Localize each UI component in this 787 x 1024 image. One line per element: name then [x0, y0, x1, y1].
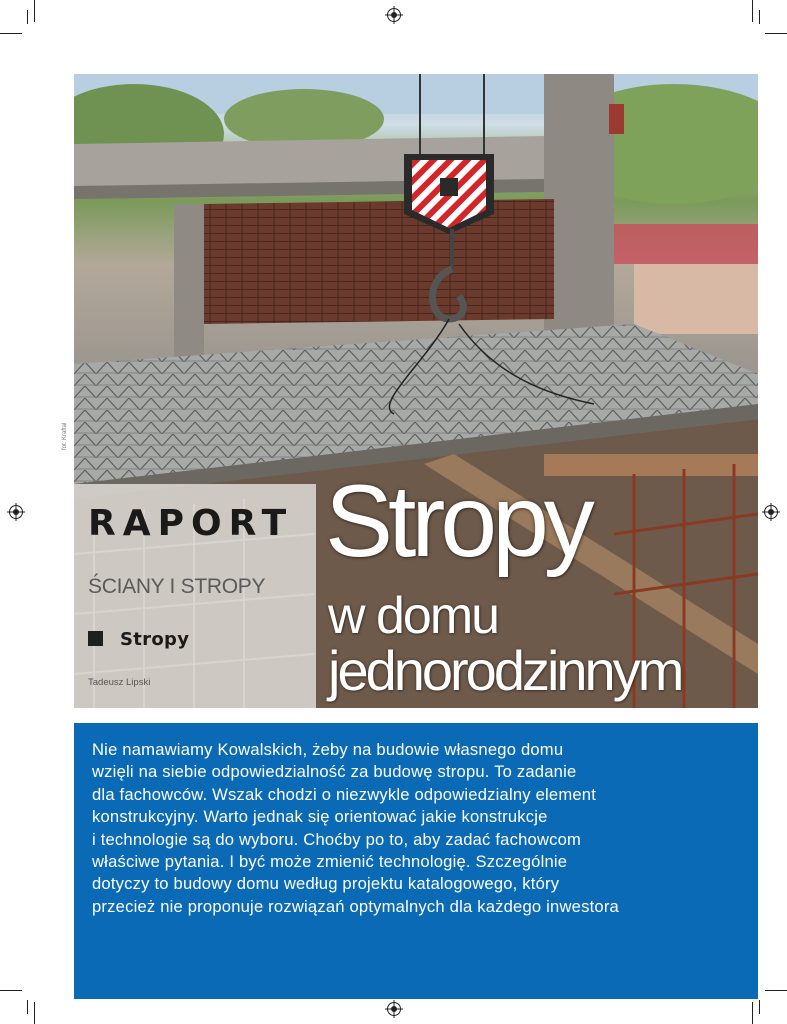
crop-mark	[27, 1000, 28, 1014]
registration-mark-icon	[387, 1002, 401, 1016]
crop-mark	[0, 33, 22, 34]
crop-mark	[759, 1000, 760, 1014]
crop-mark	[27, 10, 28, 24]
lead-paragraph: Nie namawiamy Kowalskich, żeby na budowie własnego domu wzięli na siebie odpowiedzialność za budowę stropu. To zadanie dla fachowców. Wszak chodzi o niezwykle odpowiedzialny element konstrukcyjny. Warto jednak się orientować jakie konstrukcje i technologie są do wyboru. Choćby po to, aby zadać fachowcom właściwe pytania. I być może zmienić technologię. Szczególnie dotyczy to budowy domu według projektu katalogowego, który przecież nie proponuje rozwiązań optymalnych dla każdego inwestora	[92, 740, 619, 916]
crop-mark	[34, 0, 35, 22]
crop-mark	[765, 990, 787, 991]
photo-credit: fot. Kraftal	[62, 422, 68, 450]
crop-mark	[765, 33, 787, 34]
crop-mark	[34, 1002, 35, 1024]
crop-mark	[752, 1002, 753, 1024]
registration-mark-icon	[764, 505, 778, 519]
author-name: Tadeusz Lipski	[88, 677, 151, 688]
crop-mark	[752, 0, 753, 22]
topic-label: Stropy	[120, 629, 190, 650]
article-subtitle-line-2: jednorodzinnym	[328, 639, 682, 702]
registration-mark-icon	[9, 505, 23, 519]
article-subtitle-line-1: w domu	[328, 587, 499, 645]
category-label: ŚCIANY I STROPY	[88, 575, 266, 598]
crop-mark	[0, 990, 22, 991]
section-square-icon	[88, 631, 103, 646]
registration-mark-icon	[387, 8, 401, 22]
section-label: RAPORT	[88, 503, 294, 544]
crop-mark	[759, 10, 760, 24]
article-title: Stropy	[325, 464, 590, 578]
